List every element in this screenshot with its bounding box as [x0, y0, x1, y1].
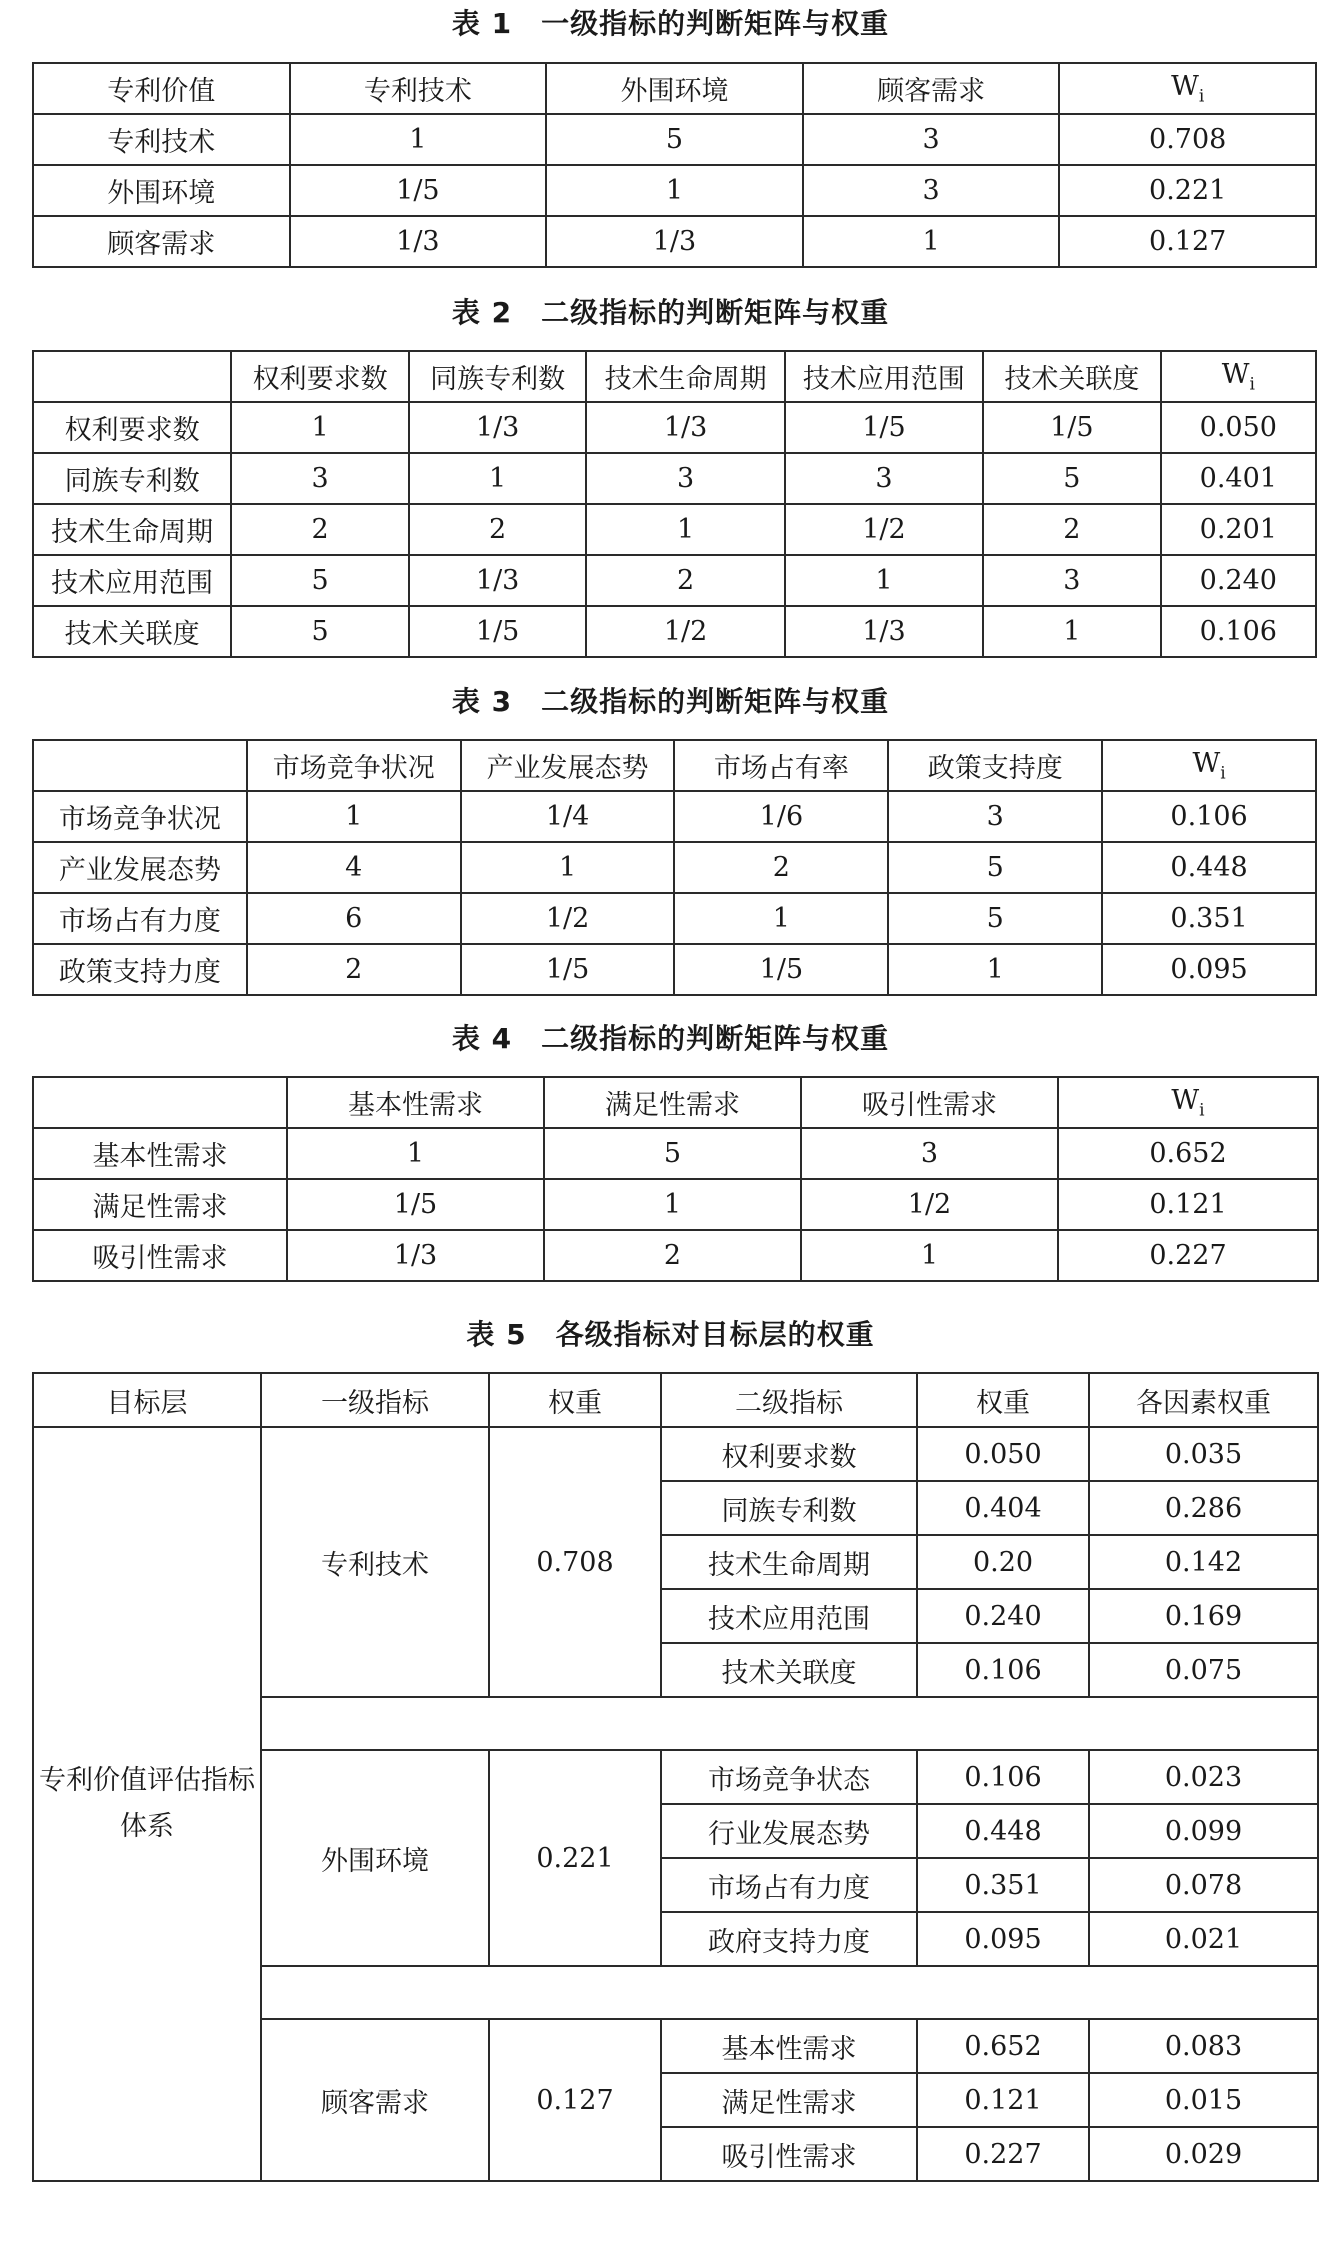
- weight-symbol: W: [1171, 1084, 1200, 1116]
- factor-weight-cell: 0.083: [1089, 2019, 1318, 2073]
- table-cell: 1/5: [674, 944, 888, 995]
- secondary-indicator-cell: 满足性需求: [661, 2073, 917, 2127]
- weight-cell: 0.095: [1102, 944, 1316, 995]
- table-cell: 1/5: [785, 402, 983, 453]
- table-cell: 2: [586, 555, 784, 606]
- weight-symbol: W: [1171, 70, 1199, 102]
- secondary-weight-cell: 0.121: [917, 2073, 1089, 2127]
- weight-cell: 0.127: [1059, 216, 1316, 267]
- table-row: [33, 842, 1316, 893]
- weight-cell: 0.351: [1102, 893, 1316, 944]
- table-cell: 1/6: [674, 791, 888, 842]
- table-row: [33, 504, 1316, 555]
- table-cell: 1/3: [409, 555, 587, 606]
- row-label: 技术生命周期: [33, 504, 231, 555]
- primary-indicator-cell: 外围环境: [261, 1750, 489, 1966]
- table1: [32, 62, 1317, 268]
- weight-subscript: i: [1249, 374, 1255, 395]
- weight-cell: 0.201: [1161, 504, 1316, 555]
- table3: [32, 739, 1317, 996]
- table5: [32, 1372, 1319, 2182]
- table-cell: 1/5: [983, 402, 1161, 453]
- row-label: 市场占有力度: [33, 893, 247, 944]
- header-cell: 产业发展态势: [461, 740, 675, 791]
- table-cell: 1/3: [586, 402, 784, 453]
- secondary-indicator-cell: 技术生命周期: [661, 1535, 917, 1589]
- secondary-indicator-cell: 技术关联度: [661, 1643, 917, 1697]
- weight-header-cell: [1161, 351, 1316, 402]
- weight-cell: 0.106: [1161, 606, 1316, 657]
- table-cell: 5: [544, 1128, 801, 1179]
- header-cell: 权重: [489, 1373, 661, 1427]
- table-cell: 1: [290, 114, 547, 165]
- table-cell: 1/5: [290, 165, 547, 216]
- header-cell: 同族专利数: [409, 351, 587, 402]
- secondary-indicator-cell: 市场竞争状态: [661, 1750, 917, 1804]
- header-cell: 一级指标: [261, 1373, 489, 1427]
- weight-cell: 0.106: [1102, 791, 1316, 842]
- table2: [32, 350, 1317, 658]
- header-cell: 各因素权重: [1089, 1373, 1318, 1427]
- table-cell: 5: [546, 114, 803, 165]
- table-cell: 2: [231, 504, 409, 555]
- row-label: 基本性需求: [33, 1128, 287, 1179]
- weight-cell: 0.652: [1058, 1128, 1318, 1179]
- table-cell: 3: [803, 165, 1060, 216]
- row-label: 顾客需求: [33, 216, 290, 267]
- weight-cell: 0.221: [1059, 165, 1316, 216]
- secondary-indicator-cell: 同族专利数: [661, 1481, 917, 1535]
- row-label: 技术应用范围: [33, 555, 231, 606]
- table-header-row: [33, 63, 1316, 114]
- header-cell: 政策支持度: [888, 740, 1102, 791]
- table-row: [33, 944, 1316, 995]
- factor-weight-cell: 0.075: [1089, 1643, 1318, 1697]
- primary-weight-cell: 0.127: [489, 2019, 661, 2181]
- row-label: 外围环境: [33, 165, 290, 216]
- secondary-weight-cell: 0.448: [917, 1804, 1089, 1858]
- secondary-indicator-cell: 政府支持力度: [661, 1912, 917, 1966]
- factor-weight-cell: 0.015: [1089, 2073, 1318, 2127]
- table-cell: 1: [801, 1230, 1058, 1281]
- table-cell: 2: [674, 842, 888, 893]
- table-cell: 1/5: [409, 606, 587, 657]
- table-cell: 1: [785, 555, 983, 606]
- table-cell: 1/3: [785, 606, 983, 657]
- target-layer-cell: 专利价值评估指标体系: [33, 1427, 261, 2181]
- weight-header-cell: [1102, 740, 1316, 791]
- weight-cell: 0.708: [1059, 114, 1316, 165]
- header-cell: 技术关联度: [983, 351, 1161, 402]
- spacer-cell: [261, 1966, 1318, 2019]
- table-row: [33, 893, 1316, 944]
- header-cell: 吸引性需求: [801, 1077, 1058, 1128]
- header-cell: [33, 740, 247, 791]
- header-cell: 专利价值: [33, 63, 290, 114]
- weight-cell: 0.121: [1058, 1179, 1318, 1230]
- table-row: [33, 1427, 1318, 1481]
- weight-subscript: i: [1198, 86, 1205, 107]
- secondary-weight-cell: 0.227: [917, 2127, 1089, 2181]
- factor-weight-cell: 0.023: [1089, 1750, 1318, 1804]
- weight-header-cell: [1058, 1077, 1318, 1128]
- secondary-weight-cell: 0.050: [917, 1427, 1089, 1481]
- table-header-row: [33, 351, 1316, 402]
- table-cell: 1/3: [409, 402, 587, 453]
- table-cell: 1/4: [461, 791, 675, 842]
- table2-caption: 表 2 二级指标的判断矩阵与权重: [451, 296, 890, 329]
- table1-caption: 表 1 一级指标的判断矩阵与权重: [451, 7, 890, 40]
- table4-caption: 表 4 二级指标的判断矩阵与权重: [451, 1022, 890, 1055]
- table-cell: 1: [983, 606, 1161, 657]
- weight-subscript: i: [1220, 763, 1226, 784]
- row-label: 市场竞争状况: [33, 791, 247, 842]
- secondary-indicator-cell: 市场占有力度: [661, 1858, 917, 1912]
- secondary-weight-cell: 0.106: [917, 1750, 1089, 1804]
- table-header-row: [33, 740, 1316, 791]
- table-cell: 1/5: [287, 1179, 544, 1230]
- header-cell: 权重: [917, 1373, 1089, 1427]
- primary-indicator-cell: 顾客需求: [261, 2019, 489, 2181]
- header-cell: 市场竞争状况: [247, 740, 461, 791]
- header-cell: 目标层: [33, 1373, 261, 1427]
- table4: [32, 1076, 1319, 1282]
- row-label: 产业发展态势: [33, 842, 247, 893]
- table-cell: 3: [586, 453, 784, 504]
- header-cell: 专利技术: [290, 63, 547, 114]
- table-cell: 2: [247, 944, 461, 995]
- weight-symbol: W: [1192, 747, 1221, 779]
- header-cell: 满足性需求: [544, 1077, 801, 1128]
- table-cell: 4: [247, 842, 461, 893]
- header-cell: 权利要求数: [231, 351, 409, 402]
- secondary-weight-cell: 0.106: [917, 1643, 1089, 1697]
- table-cell: 1: [803, 216, 1060, 267]
- table-cell: 2: [409, 504, 587, 555]
- table-cell: 1: [461, 842, 675, 893]
- table-cell: 5: [231, 606, 409, 657]
- table-row: [33, 165, 1316, 216]
- table-cell: 3: [983, 555, 1161, 606]
- secondary-indicator-cell: 技术应用范围: [661, 1589, 917, 1643]
- table-row: [33, 453, 1316, 504]
- factor-weight-cell: 0.169: [1089, 1589, 1318, 1643]
- table-cell: 3: [888, 791, 1102, 842]
- table-cell: 1/2: [586, 606, 784, 657]
- row-label: 吸引性需求: [33, 1230, 287, 1281]
- table-cell: 2: [544, 1230, 801, 1281]
- header-cell: [33, 351, 231, 402]
- table-row: [33, 402, 1316, 453]
- header-cell: 二级指标: [661, 1373, 917, 1427]
- table-row: [33, 606, 1316, 657]
- table-row: [33, 1179, 1318, 1230]
- weight-symbol: W: [1221, 358, 1250, 390]
- secondary-weight-cell: 0.20: [917, 1535, 1089, 1589]
- table-header-row: [33, 1373, 1318, 1427]
- table-cell: 1: [888, 944, 1102, 995]
- weight-header-cell: [1059, 63, 1316, 114]
- factor-weight-cell: 0.029: [1089, 2127, 1318, 2181]
- table-cell: 1: [546, 165, 803, 216]
- table-cell: 3: [803, 114, 1060, 165]
- table-cell: 2: [983, 504, 1161, 555]
- row-label: 权利要求数: [33, 402, 231, 453]
- table-cell: 1: [409, 453, 587, 504]
- table-cell: 1/3: [546, 216, 803, 267]
- secondary-weight-cell: 0.095: [917, 1912, 1089, 1966]
- table-row: [33, 791, 1316, 842]
- primary-weight-cell: 0.221: [489, 1750, 661, 1966]
- table-cell: 3: [231, 453, 409, 504]
- table-row: [33, 114, 1316, 165]
- weight-subscript: i: [1199, 1100, 1205, 1121]
- secondary-weight-cell: 0.351: [917, 1858, 1089, 1912]
- weight-cell: 0.448: [1102, 842, 1316, 893]
- factor-weight-cell: 0.099: [1089, 1804, 1318, 1858]
- table-cell: 1: [674, 893, 888, 944]
- table-cell: 1/2: [785, 504, 983, 555]
- table-cell: 1: [247, 791, 461, 842]
- table-cell: 1/2: [801, 1179, 1058, 1230]
- table-cell: 1: [586, 504, 784, 555]
- secondary-indicator-cell: 基本性需求: [661, 2019, 917, 2073]
- table-cell: 1/3: [287, 1230, 544, 1281]
- row-label: 技术关联度: [33, 606, 231, 657]
- row-label: 专利技术: [33, 114, 290, 165]
- table-cell: 6: [247, 893, 461, 944]
- table-cell: 5: [888, 893, 1102, 944]
- factor-weight-cell: 0.078: [1089, 1858, 1318, 1912]
- secondary-weight-cell: 0.240: [917, 1589, 1089, 1643]
- header-cell: 基本性需求: [287, 1077, 544, 1128]
- table-row: [33, 216, 1316, 267]
- header-cell: 顾客需求: [803, 63, 1060, 114]
- factor-weight-cell: 0.035: [1089, 1427, 1318, 1481]
- table-cell: 1: [287, 1128, 544, 1179]
- table5-caption: 表 5 各级指标对目标层的权重: [466, 1318, 875, 1351]
- table-header-row: [33, 1077, 1318, 1128]
- row-label: 政策支持力度: [33, 944, 247, 995]
- secondary-indicator-cell: 吸引性需求: [661, 2127, 917, 2181]
- table-cell: 5: [888, 842, 1102, 893]
- secondary-indicator-cell: 行业发展态势: [661, 1804, 917, 1858]
- header-cell: 技术生命周期: [586, 351, 784, 402]
- table-cell: 5: [983, 453, 1161, 504]
- spacer-cell: [261, 1697, 1318, 1750]
- weight-cell: 0.240: [1161, 555, 1316, 606]
- secondary-indicator-cell: 权利要求数: [661, 1427, 917, 1481]
- table-cell: 1/3: [290, 216, 547, 267]
- table-cell: 5: [231, 555, 409, 606]
- row-label: 同族专利数: [33, 453, 231, 504]
- factor-weight-cell: 0.286: [1089, 1481, 1318, 1535]
- header-cell: 外围环境: [546, 63, 803, 114]
- factor-weight-cell: 0.021: [1089, 1912, 1318, 1966]
- table-row: [33, 555, 1316, 606]
- primary-indicator-cell: 专利技术: [261, 1427, 489, 1697]
- factor-weight-cell: 0.142: [1089, 1535, 1318, 1589]
- table-cell: 1/2: [461, 893, 675, 944]
- secondary-weight-cell: 0.404: [917, 1481, 1089, 1535]
- table-cell: 1: [544, 1179, 801, 1230]
- header-cell: [33, 1077, 287, 1128]
- primary-weight-cell: 0.708: [489, 1427, 661, 1697]
- weight-cell: 0.050: [1161, 402, 1316, 453]
- header-cell: 市场占有率: [674, 740, 888, 791]
- table-cell: 1/5: [461, 944, 675, 995]
- weight-cell: 0.401: [1161, 453, 1316, 504]
- row-label: 满足性需求: [33, 1179, 287, 1230]
- table-row: [33, 1230, 1318, 1281]
- secondary-weight-cell: 0.652: [917, 2019, 1089, 2073]
- table-cell: 3: [801, 1128, 1058, 1179]
- table-cell: 1: [231, 402, 409, 453]
- table3-caption: 表 3 二级指标的判断矩阵与权重: [451, 685, 890, 718]
- header-cell: 技术应用范围: [785, 351, 983, 402]
- table-row: [33, 1128, 1318, 1179]
- table-cell: 3: [785, 453, 983, 504]
- weight-cell: 0.227: [1058, 1230, 1318, 1281]
